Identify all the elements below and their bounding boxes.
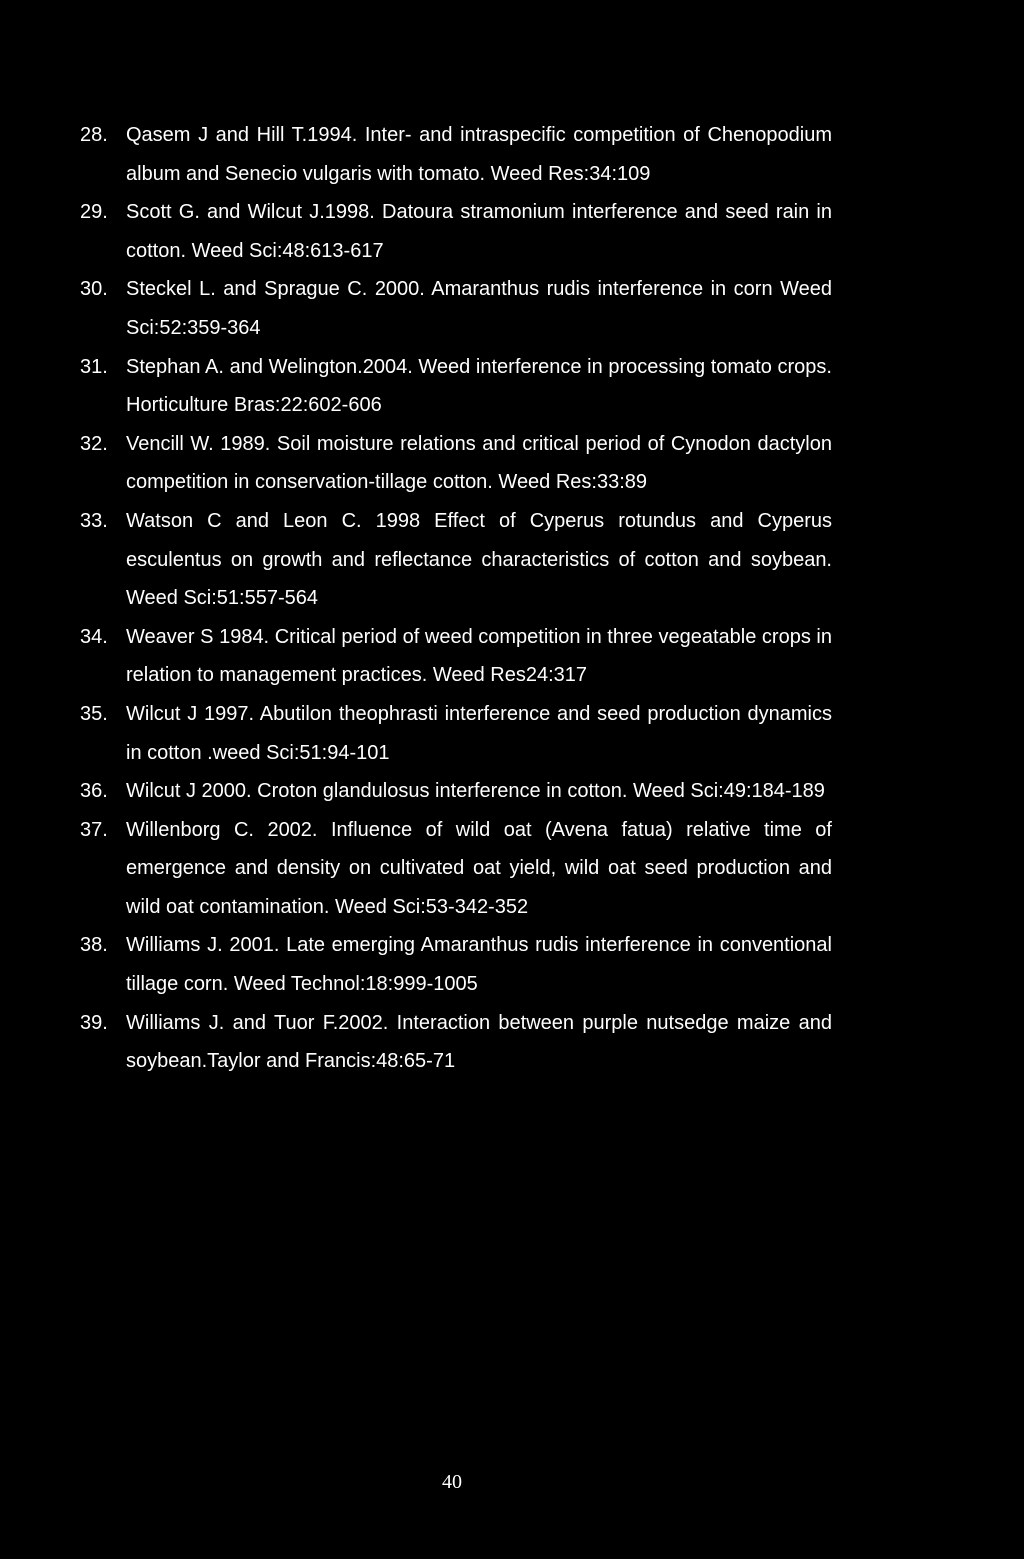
reference-number: 32.: [80, 432, 108, 455]
reference-text: Vencill W. 1989. Soil moisture relations and critical period of Cynodon dactylon competition in conservation-tillage cotton. Weed Res:33:89: [126, 432, 832, 494]
reference-item: [80, 193, 832, 270]
reference-item: [80, 1004, 832, 1081]
reference-text: Williams J. and Tuor F.2002. Interaction between purple nutsedge maize and soybean.Taylor and Francis:48:65-71: [126, 1011, 832, 1073]
reference-item: [80, 811, 832, 927]
reference-list: [80, 116, 832, 1081]
reference-item: [80, 926, 832, 1003]
reference-item: [80, 270, 832, 347]
reference-number: 29.: [80, 201, 108, 224]
page-number: 40: [442, 1471, 462, 1493]
reference-number: 33.: [80, 509, 108, 532]
reference-item: [80, 502, 832, 618]
reference-number: 35.: [80, 702, 108, 725]
reference-item: [80, 618, 832, 695]
reference-item: [80, 348, 832, 425]
reference-number: 39.: [80, 1011, 108, 1034]
reference-item: [80, 695, 832, 772]
reference-number: 36.: [80, 780, 108, 803]
reference-item: [80, 425, 832, 502]
reference-text: Watson C and Leon C. 1998 Effect of Cyperus rotundus and Cyperus esculentus on growth and reflectance characteristics of cotton and soybean. Weed Sci:51:557-564: [126, 509, 832, 610]
reference-text: Scott G. and Wilcut J.1998. Datoura stramonium interference and seed rain in cotton. Weed Sci:48:613-617: [126, 201, 832, 262]
reference-text: Wilcut J 2000. Croton glandulosus interference in cotton. Weed Sci:49:184-189: [126, 780, 825, 803]
reference-number: 30.: [80, 278, 108, 301]
reference-number: 37.: [80, 818, 108, 841]
reference-item: [80, 772, 832, 811]
reference-text: Willenborg C. 2002. Influence of wild oat (Avena fatua) relative time of emergence and density on cultivated oat yield, wild oat seed production and wild oat contamination. Weed Sci:53-342-352: [126, 818, 832, 918]
reference-text: Williams J. 2001. Late emerging Amaranthus rudis interference in conventional tillage corn. Weed Technol:18:999-1005: [126, 934, 832, 996]
reference-text: Qasem J and Hill T.1994. Inter- and intraspecific competition of Chenopodium album and Senecio vulgaris with tomato. Weed Res:34:109: [126, 124, 832, 185]
reference-text: Steckel L. and Sprague C. 2000. Amaranthus rudis interference in corn Weed Sci:52:359-364: [126, 278, 832, 339]
reference-number: 38.: [80, 934, 108, 957]
reference-text: Stephan A. and Welington.2004. Weed interference in processing tomato crops. Horticulture Bras:22:602-606: [126, 355, 832, 417]
reference-item: [80, 116, 832, 193]
reference-text: Wilcut J 1997. Abutilon theophrasti interference and seed production dynamics in cotton .weed Sci:51:94-101: [126, 702, 832, 764]
reference-number: 34.: [80, 625, 108, 648]
reference-text: Weaver S 1984. Critical period of weed competition in three vegeatable crops in relation to management practices. Weed Res24:317: [126, 625, 832, 687]
reference-number: 31.: [80, 355, 108, 378]
reference-number: 28.: [80, 124, 108, 146]
